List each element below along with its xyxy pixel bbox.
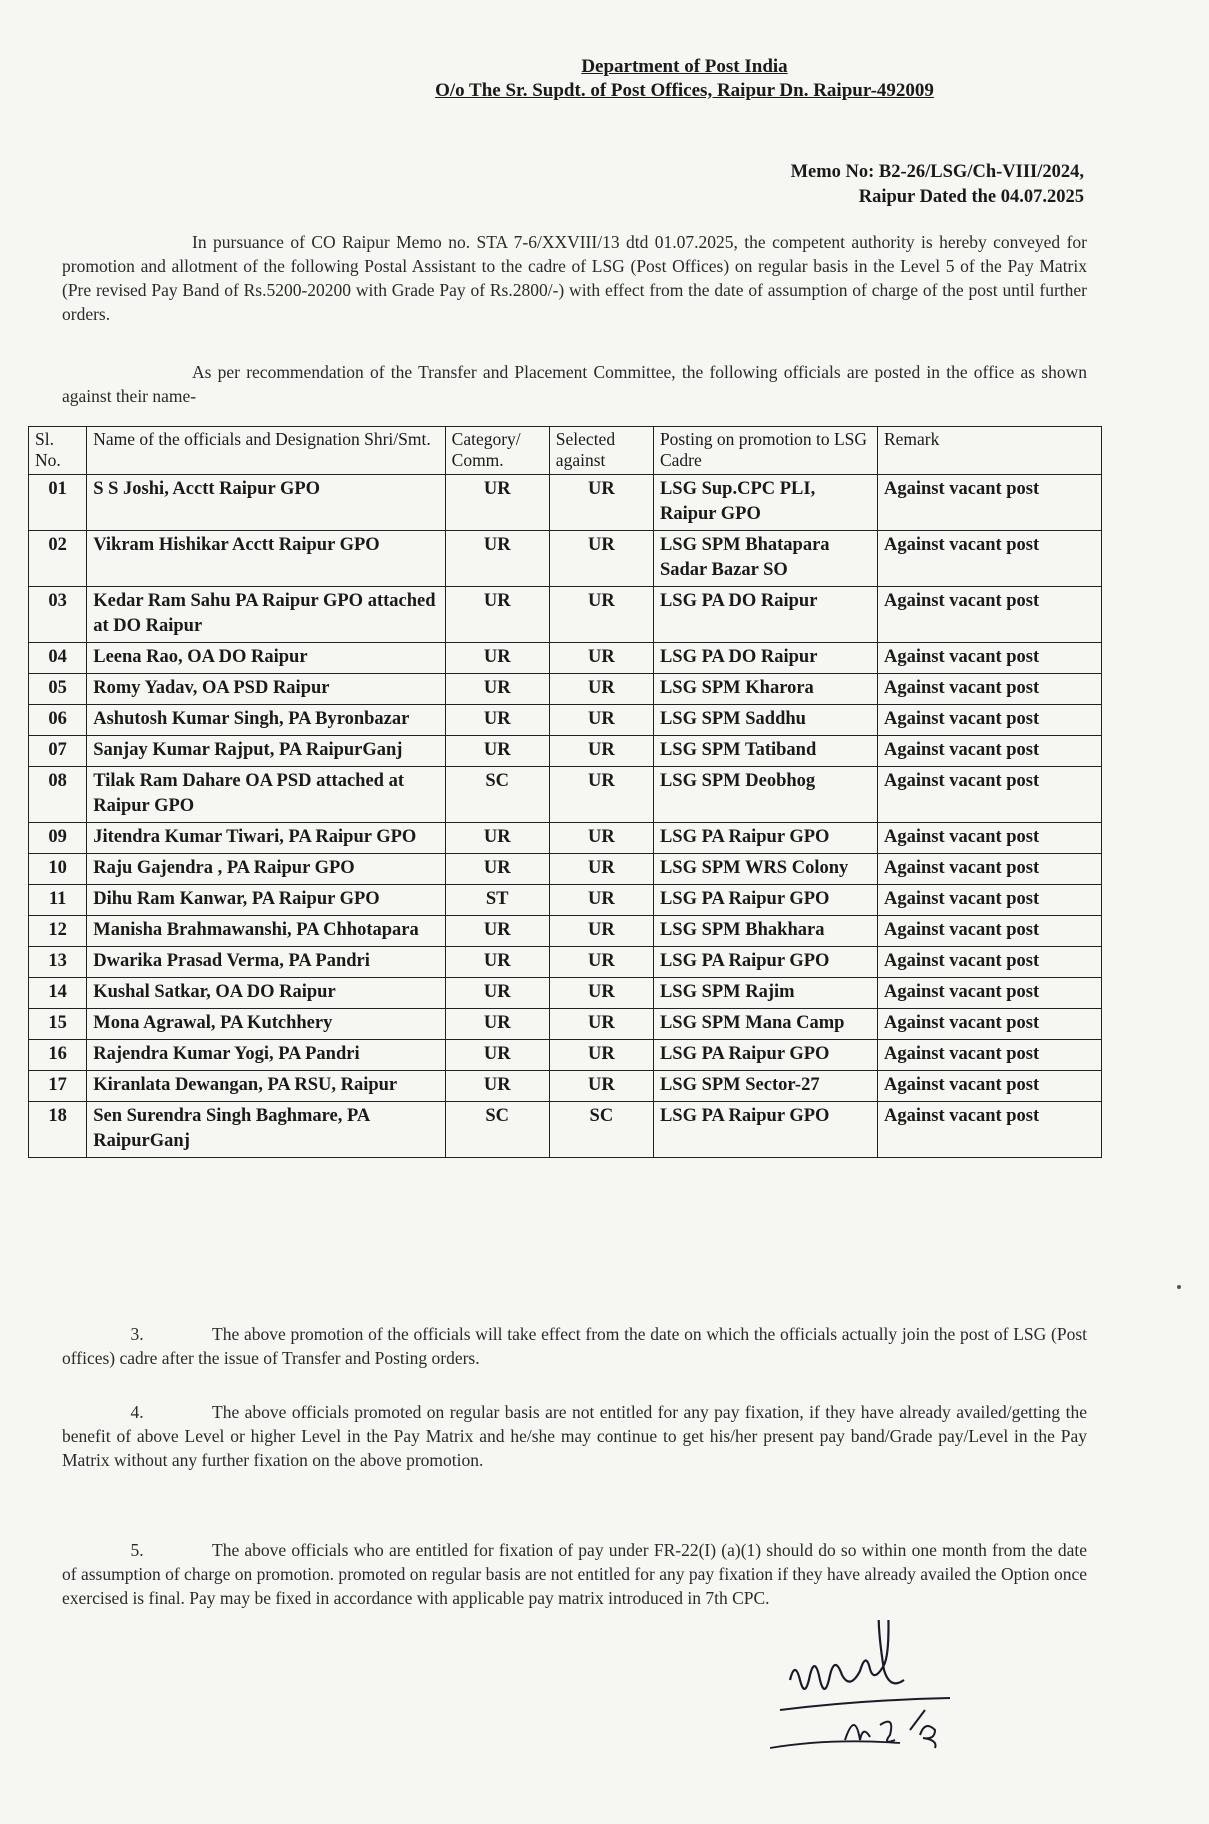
cell-posting: LSG SPM Rajim <box>653 978 877 1009</box>
table-row <box>29 854 1102 885</box>
cell-selected: UR <box>549 587 653 643</box>
cell-name: S S Joshi, Acctt Raipur GPO <box>87 475 445 531</box>
cell-selected: UR <box>549 767 653 823</box>
cell-name: Raju Gajendra , PA Raipur GPO <box>87 854 445 885</box>
cell-selected: UR <box>549 885 653 916</box>
cell-sl: 05 <box>29 674 87 705</box>
cell-category: UR <box>445 947 549 978</box>
cell-sl: 11 <box>29 885 87 916</box>
cell-sl: 03 <box>29 587 87 643</box>
cell-name: Kushal Satkar, OA DO Raipur <box>87 978 445 1009</box>
department-heading: Department of Post India <box>581 56 788 77</box>
cell-selected: UR <box>549 978 653 1009</box>
table-row <box>29 916 1102 947</box>
cell-category: UR <box>445 978 549 1009</box>
cell-category: UR <box>445 823 549 854</box>
cell-remark: Against vacant post <box>877 587 1101 643</box>
cell-category: UR <box>445 643 549 674</box>
cell-remark: Against vacant post <box>877 736 1101 767</box>
cell-selected: UR <box>549 1040 653 1071</box>
cell-posting: LSG Sup.CPC PLI, Raipur GPO <box>653 475 877 531</box>
cell-sl: 01 <box>29 475 87 531</box>
header-name: Name of the officials and Designation Shri/Smt. <box>87 427 445 475</box>
cell-posting: LSG SPM Bhatapara Sadar Bazar SO <box>653 531 877 587</box>
posting-text: As per recommendation of the Transfer and Placement Committee, the following officials are posted in the office as shown against their name- <box>62 362 1087 406</box>
cell-sl: 09 <box>29 823 87 854</box>
cell-name: Kedar Ram Sahu PA Raipur GPO attached at DO Raipur <box>87 587 445 643</box>
cell-selected: UR <box>549 643 653 674</box>
cell-selected: SC <box>549 1102 653 1158</box>
handwritten-signature <box>770 1620 990 1770</box>
cell-category: UR <box>445 916 549 947</box>
table-row <box>29 705 1102 736</box>
cell-category: UR <box>445 475 549 531</box>
cell-sl: 12 <box>29 916 87 947</box>
clause-3-number: 3. <box>130 1324 144 1344</box>
cell-remark: Against vacant post <box>877 767 1101 823</box>
table-row <box>29 643 1102 674</box>
table-row <box>29 531 1102 587</box>
table-row <box>29 1071 1102 1102</box>
table-row <box>29 1102 1102 1158</box>
cell-sl: 13 <box>29 947 87 978</box>
cell-sl: 02 <box>29 531 87 587</box>
cell-sl: 16 <box>29 1040 87 1071</box>
table-row <box>29 674 1102 705</box>
cell-category: UR <box>445 854 549 885</box>
cell-selected: UR <box>549 1009 653 1040</box>
cell-remark: Against vacant post <box>877 705 1101 736</box>
clause-3-text: The above promotion of the officials will take effect from the date on which the officials actually join the post of LSG (Post offices) cadre after the issue of Transfer and Posting orders. <box>62 1324 1087 1368</box>
cell-name: Leena Rao, OA DO Raipur <box>87 643 445 674</box>
cell-category: SC <box>445 1102 549 1158</box>
cell-name: Mona Agrawal, PA Kutchhery <box>87 1009 445 1040</box>
table-row <box>29 587 1102 643</box>
header-remark: Remark <box>877 427 1101 475</box>
cell-remark: Against vacant post <box>877 1009 1101 1040</box>
cell-category: UR <box>445 674 549 705</box>
cell-sl: 14 <box>29 978 87 1009</box>
cell-sl: 17 <box>29 1071 87 1102</box>
cell-name: Kiranlata Dewangan, PA RSU, Raipur <box>87 1071 445 1102</box>
cell-name: Tilak Ram Dahare OA PSD attached at Raipur GPO <box>87 767 445 823</box>
posting-paragraph <box>62 360 1087 408</box>
cell-name: Jitendra Kumar Tiwari, PA Raipur GPO <box>87 823 445 854</box>
cell-name: Romy Yadav, OA PSD Raipur <box>87 674 445 705</box>
clause-4-number: 4. <box>130 1402 144 1422</box>
office-heading: O/o The Sr. Supdt. of Post Offices, Raipur Dn. Raipur-492009 <box>435 80 934 101</box>
header-category: Category/ Comm. <box>445 427 549 475</box>
table-row <box>29 475 1102 531</box>
cell-selected: UR <box>549 736 653 767</box>
table-row <box>29 947 1102 978</box>
cell-posting: LSG PA Raipur GPO <box>653 823 877 854</box>
cell-posting: LSG PA Raipur GPO <box>653 885 877 916</box>
cell-sl: 10 <box>29 854 87 885</box>
clause-4-text: The above officials promoted on regular basis are not entitled for any pay fixation, if they have already availed/getting the benefit of above Level or higher Level in the Pay Matrix and he/she may continue to get his/her present pay band/Grade pay/Level in the Pay Matrix without any further fixation on the above promotion. <box>62 1402 1087 1470</box>
clause-3 <box>62 1322 1087 1370</box>
cell-remark: Against vacant post <box>877 531 1101 587</box>
cell-sl: 15 <box>29 1009 87 1040</box>
cell-category: UR <box>445 531 549 587</box>
cell-selected: UR <box>549 475 653 531</box>
clause-5 <box>62 1538 1087 1610</box>
table-row <box>29 1009 1102 1040</box>
clause-4 <box>62 1400 1087 1472</box>
cell-remark: Against vacant post <box>877 823 1101 854</box>
memo-number: Memo No: B2-26/LSG/Ch-VIII/2024, <box>790 162 1084 182</box>
table-row <box>29 767 1102 823</box>
header-selected: Selected against <box>549 427 653 475</box>
cell-remark: Against vacant post <box>877 643 1101 674</box>
cell-remark: Against vacant post <box>877 916 1101 947</box>
cell-selected: UR <box>549 531 653 587</box>
cell-selected: UR <box>549 916 653 947</box>
cell-posting: LSG SPM Deobhog <box>653 767 877 823</box>
cell-selected: UR <box>549 1071 653 1102</box>
cell-posting: LSG SPM WRS Colony <box>653 854 877 885</box>
cell-posting: LSG SPM Tatiband <box>653 736 877 767</box>
cell-remark: Against vacant post <box>877 674 1101 705</box>
cell-remark: Against vacant post <box>877 947 1101 978</box>
speck <box>1177 1285 1181 1289</box>
cell-category: UR <box>445 736 549 767</box>
cell-selected: UR <box>549 674 653 705</box>
cell-sl: 18 <box>29 1102 87 1158</box>
cell-selected: UR <box>549 947 653 978</box>
memo-date: Raipur Dated the 04.07.2025 <box>858 187 1084 207</box>
cell-posting: LSG SPM Kharora <box>653 674 877 705</box>
cell-remark: Against vacant post <box>877 1102 1101 1158</box>
clause-5-number: 5. <box>130 1540 144 1560</box>
cell-posting: LSG PA Raipur GPO <box>653 1040 877 1071</box>
cell-posting: LSG SPM Bhakhara <box>653 916 877 947</box>
cell-posting: LSG SPM Saddhu <box>653 705 877 736</box>
cell-remark: Against vacant post <box>877 885 1101 916</box>
cell-category: UR <box>445 1040 549 1071</box>
cell-posting: LSG SPM Mana Camp <box>653 1009 877 1040</box>
header-sl: Sl. No. <box>29 427 87 475</box>
cell-category: UR <box>445 705 549 736</box>
cell-remark: Against vacant post <box>877 1071 1101 1102</box>
table-row <box>29 736 1102 767</box>
cell-name: Sen Surendra Singh Baghmare, PA RaipurGanj <box>87 1102 445 1158</box>
intro-text: In pursuance of CO Raipur Memo no. STA 7-6/XXVIII/13 dtd 01.07.2025, the competent authority is hereby conveyed for promotion and allotment of the following Postal Assistant to the cadre of LSG (Post Offices) on regular basis in the Level 5 of the Pay Matrix (Pre revised Pay Band of Rs.5200-20200 with Grade Pay of Rs.2800/-) with effect from the date of assumption of charge of the post until further orders. <box>62 232 1087 324</box>
cell-category: SC <box>445 767 549 823</box>
table-header-row <box>29 427 1102 475</box>
cell-category: UR <box>445 1071 549 1102</box>
cell-name: Vikram Hishikar Acctt Raipur GPO <box>87 531 445 587</box>
cell-sl: 08 <box>29 767 87 823</box>
cell-posting: LSG SPM Sector-27 <box>653 1071 877 1102</box>
clause-5-text: The above officials who are entitled for fixation of pay under FR-22(I) (a)(1) should do so within one month from the date of assumption of charge on promotion. promoted on regular basis are not entitled for any pay fixation if they have already availed the Option once exercised is final. Pay may be fixed in accordance with applicable pay matrix introduced in 7th CPC. <box>62 1540 1087 1608</box>
cell-posting: LSG PA DO Raipur <box>653 587 877 643</box>
cell-selected: UR <box>549 823 653 854</box>
cell-sl: 06 <box>29 705 87 736</box>
cell-selected: UR <box>549 705 653 736</box>
cell-category: ST <box>445 885 549 916</box>
cell-remark: Against vacant post <box>877 475 1101 531</box>
cell-sl: 04 <box>29 643 87 674</box>
cell-name: Dihu Ram Kanwar, PA Raipur GPO <box>87 885 445 916</box>
intro-paragraph <box>62 230 1087 326</box>
promotion-table <box>28 426 1102 1158</box>
cell-posting: LSG PA Raipur GPO <box>653 1102 877 1158</box>
table-row <box>29 823 1102 854</box>
cell-name: Dwarika Prasad Verma, PA Pandri <box>87 947 445 978</box>
cell-category: UR <box>445 587 549 643</box>
table-row <box>29 885 1102 916</box>
cell-posting: LSG PA Raipur GPO <box>653 947 877 978</box>
cell-remark: Against vacant post <box>877 1040 1101 1071</box>
cell-posting: LSG PA DO Raipur <box>653 643 877 674</box>
table-row <box>29 978 1102 1009</box>
header-posting: Posting on promotion to LSG Cadre <box>653 427 877 475</box>
cell-name: Sanjay Kumar Rajput, PA RaipurGanj <box>87 736 445 767</box>
cell-remark: Against vacant post <box>877 978 1101 1009</box>
cell-name: Manisha Brahmawanshi, PA Chhotapara <box>87 916 445 947</box>
memo-reference <box>791 160 1084 210</box>
cell-name: Ashutosh Kumar Singh, PA Byronbazar <box>87 705 445 736</box>
cell-sl: 07 <box>29 736 87 767</box>
cell-category: UR <box>445 1009 549 1040</box>
cell-remark: Against vacant post <box>877 854 1101 885</box>
cell-name: Rajendra Kumar Yogi, PA Pandri <box>87 1040 445 1071</box>
cell-selected: UR <box>549 854 653 885</box>
table-row <box>29 1040 1102 1071</box>
